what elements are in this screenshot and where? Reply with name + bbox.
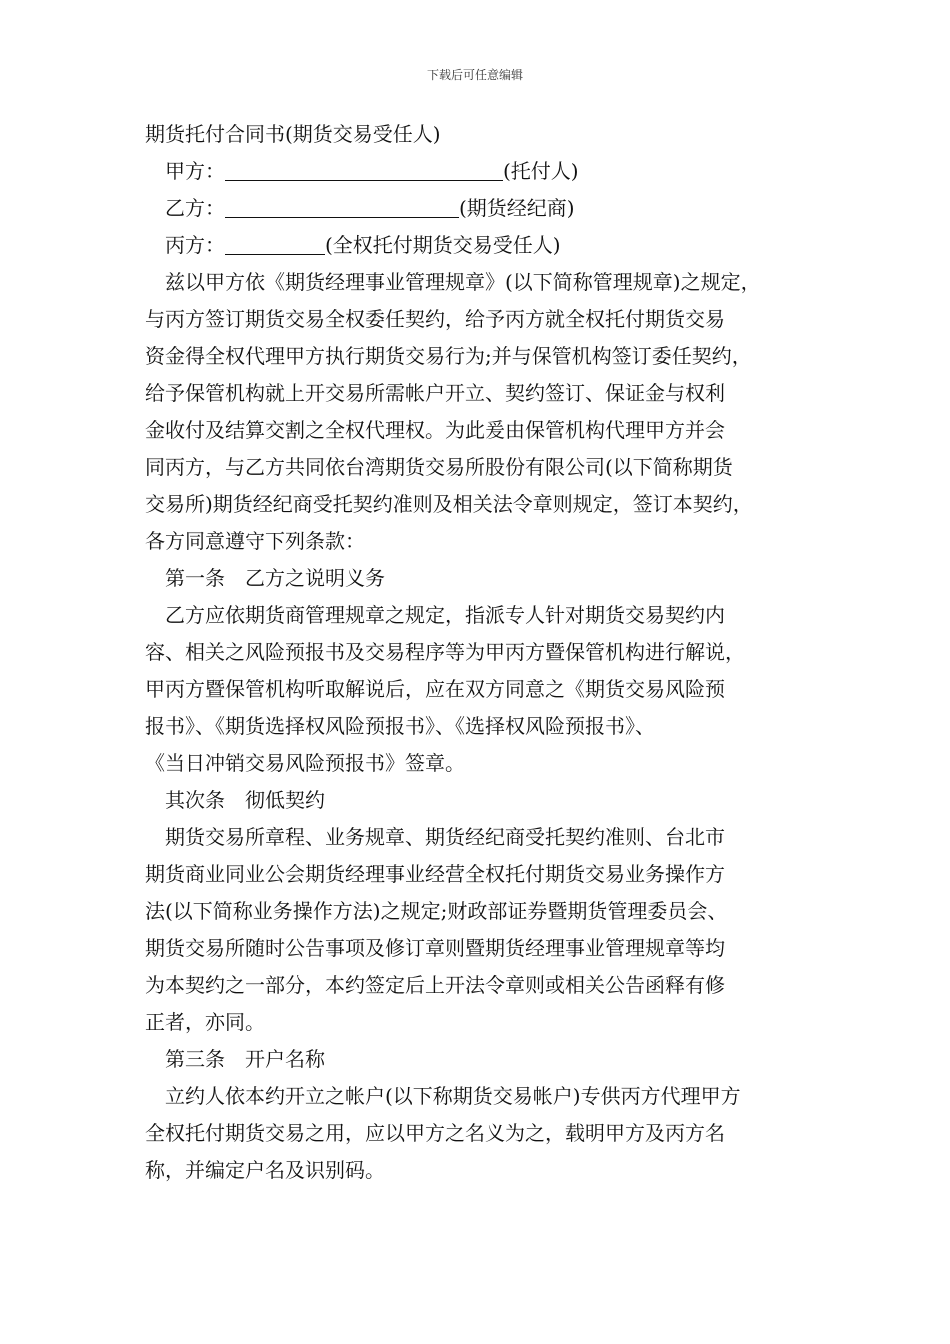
- document-title: 期货托付合同书(期货交易受任人): [145, 122, 441, 146]
- preamble-paragraph: [145, 264, 825, 560]
- party-label: 乙方：: [165, 196, 225, 220]
- party-c-blank[interactable]: [225, 230, 325, 255]
- party-a-blank[interactable]: [225, 156, 503, 181]
- text-line: 与丙方签订期货交易全权委任契约，给予丙方就全权托付期货交易: [145, 307, 725, 331]
- text-line: 容、相关之风险预报书及交易程序等为甲丙方暨保管机构进行解说，: [145, 640, 745, 664]
- party-line-a: [145, 153, 825, 190]
- article-1-heading: 第一条 乙方之说明义务: [165, 566, 385, 590]
- text-line: 报书》、《期货选择权风险预报书》、《选择权风险预报书》、: [145, 714, 655, 738]
- text-line: 甲丙方暨保管机构听取解说后，应在双方同意之《期货交易风险预: [145, 677, 725, 701]
- article-1-body: [145, 597, 825, 782]
- text-line: 期货交易所章程、业务规章、期货经纪商受托契约准则、台北市: [165, 825, 725, 849]
- party-role: (期货经纪商): [459, 196, 575, 220]
- article-2-heading: 其次条 彻低契约: [165, 788, 325, 812]
- party-line-b: [145, 190, 825, 227]
- text-line: 期货商业同业公会期货经理事业经营全权托付期货交易业务操作方: [145, 862, 725, 886]
- party-role: (托付人): [503, 159, 579, 183]
- article-2-body: [145, 819, 825, 1041]
- text-line: 《当日冲销交易风险预报书》签章。: [145, 751, 465, 775]
- text-line: 金收付及结算交割之全权代理权。为此爰由保管机构代理甲方并会: [145, 418, 725, 442]
- party-b-blank[interactable]: [225, 193, 459, 218]
- text-line: 期货交易所随时公告事项及修订章则暨期货经理事业管理规章等均: [145, 936, 725, 960]
- text-line: 法(以下简称业务操作方法)之规定;财政部证券暨期货管理委员会、: [145, 899, 728, 923]
- text-line: 为本契约之一部分，本约签定后上开法令章则或相关公告函释有修: [145, 973, 725, 997]
- text-line: 交易所)期货经纪商受托契约准则及相关法令章则规定，签订本契约，: [145, 492, 753, 516]
- text-line: 给予保管机构就上开交易所需帐户开立、契约签订、保证金与权利: [145, 381, 725, 405]
- text-line: 正者，亦同。: [145, 1010, 265, 1034]
- text-line: 资金得全权代理甲方执行期货交易行为;并与保管机构签订委任契约，: [145, 344, 752, 368]
- text-line: 同丙方，与乙方共同依台湾期货交易所股份有限公司(以下简称期货: [145, 455, 733, 479]
- party-line-c: [145, 227, 825, 264]
- header-note: 下载后可任意编辑: [426, 68, 523, 82]
- text-line: 乙方应依期货商管理规章之规定，指派专人针对期货交易契约内: [165, 603, 725, 627]
- contract-document: [145, 116, 825, 1189]
- party-role: (全权托付期货交易受任人): [325, 233, 561, 257]
- text-line: 全权托付期货交易之用，应以甲方之名义为之，载明甲方及丙方名: [145, 1121, 725, 1145]
- article-3-heading: 第三条 开户名称: [165, 1047, 325, 1071]
- text-line: 兹以甲方依《期货经理事业管理规章》(以下简称管理规章)之规定，: [165, 270, 761, 294]
- text-line: 立约人依本约开立之帐户(以下称期货交易帐户)专供丙方代理甲方: [165, 1084, 741, 1108]
- text-line: 各方同意遵守下列条款：: [145, 529, 365, 553]
- article-3-body: [145, 1078, 825, 1189]
- party-label: 丙方：: [165, 233, 225, 257]
- party-label: 甲方：: [165, 159, 225, 183]
- text-line: 称，并编定户名及识别码。: [145, 1158, 385, 1182]
